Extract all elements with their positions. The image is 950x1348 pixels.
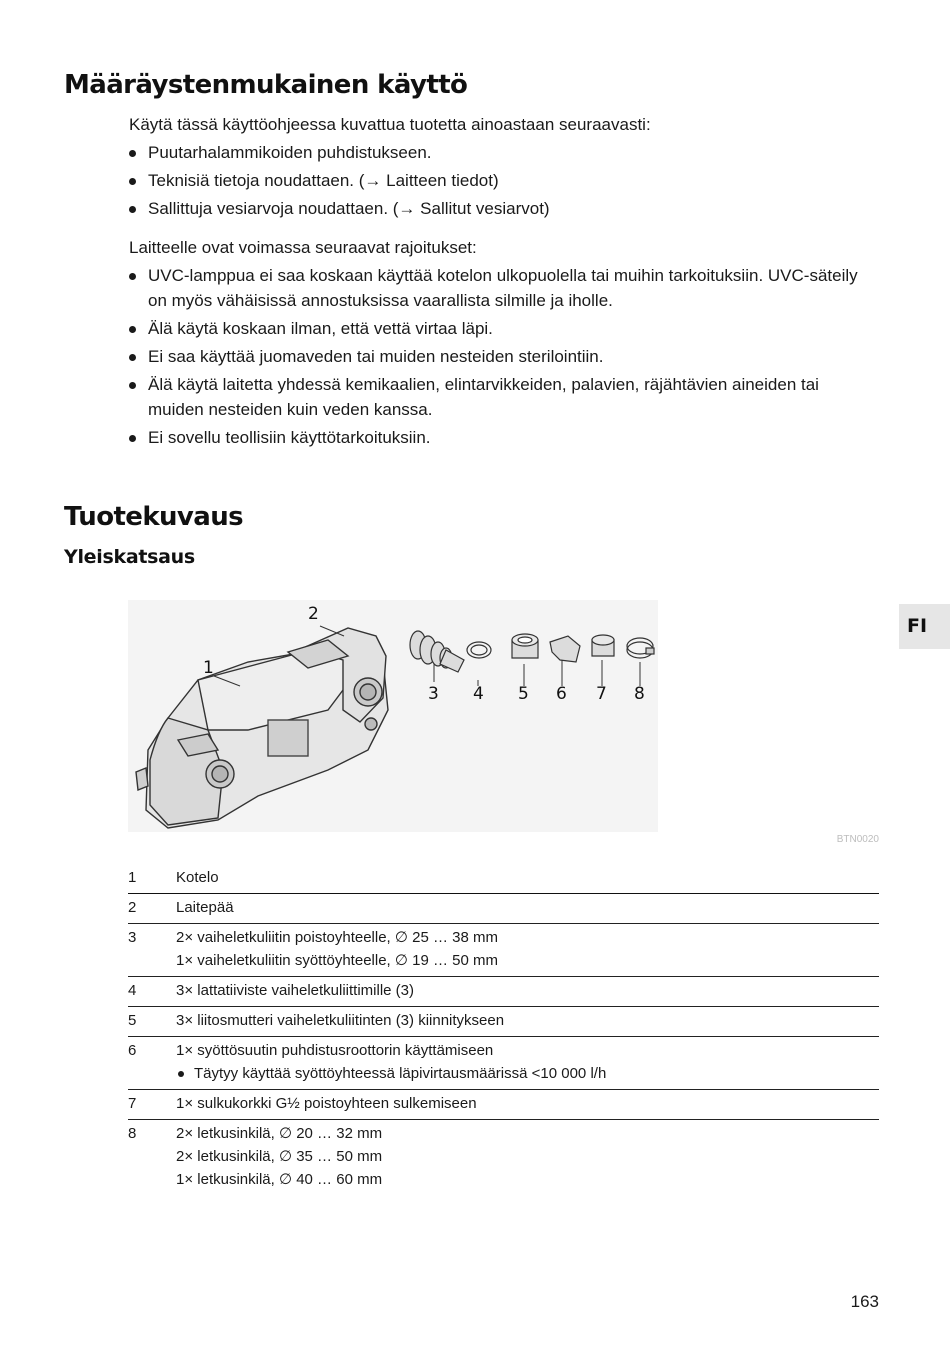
table-row	[128, 864, 879, 894]
part-line: Kotelo	[176, 869, 219, 886]
callout-7: 7	[596, 684, 607, 704]
table-row	[128, 977, 879, 1007]
callout-5: 5	[518, 684, 529, 704]
table-row	[128, 1007, 879, 1037]
part-number: 7	[128, 1095, 137, 1112]
restrictions-list	[129, 263, 879, 450]
table-row	[128, 924, 879, 977]
figure-code: BTN0020	[836, 834, 879, 845]
part-number: 1	[128, 869, 137, 886]
part-description	[176, 1037, 879, 1090]
intended-use-block	[129, 112, 879, 450]
part-note-bullet: Täytyy käyttää syöttöyhteessä läpivirtausmäärissä <10 000 l/h	[176, 1062, 879, 1085]
table-row	[128, 1037, 879, 1090]
part-description	[176, 1007, 879, 1037]
table-row	[128, 1120, 879, 1196]
list-item: Ei saa käyttää juomaveden tai muiden nesteiden sterilointiin.	[129, 344, 879, 369]
page-number: 163	[850, 1292, 879, 1311]
sealing-cap-part	[592, 635, 614, 656]
part-number: 8	[128, 1125, 137, 1142]
table-row	[128, 894, 879, 924]
union-nut-part	[512, 634, 538, 658]
parts-legend-table	[128, 864, 879, 1195]
callout-1: 1	[203, 658, 214, 678]
section-heading-product-description: Tuotekuvaus	[64, 502, 243, 532]
product-figure	[128, 600, 658, 832]
section-heading-intended-use: Määräystenmukainen käyttö	[64, 70, 468, 100]
list-item: Ei sovellu teollisiin käyttötarkoituksiin.	[129, 425, 879, 450]
list-item: Älä käytä laitetta yhdessä kemikaalien, elintarvikkeiden, palavien, räjähtävien aineiden tai muiden nesteiden kuin veden kanssa.	[129, 372, 879, 422]
part-number: 5	[128, 1012, 137, 1029]
part-line: 2× vaiheletkuliitin poistoyhteelle, ∅ 25 … 38 mm	[176, 929, 498, 946]
callout-2: 2	[308, 604, 319, 624]
part-description	[176, 864, 879, 894]
uv-clarifier-illustration	[128, 600, 658, 832]
callout-4: 4	[473, 684, 484, 704]
part-description	[176, 977, 879, 1007]
list-item: Sallittuja vesiarvoja noudattaen. (→ Sallitut vesiarvot)	[129, 196, 879, 221]
part-description	[176, 1090, 879, 1120]
part-number: 6	[128, 1042, 137, 1059]
language-tab: FI	[899, 604, 950, 649]
part-number: 4	[128, 982, 137, 999]
part-line: 1× vaiheletkuliitin syöttöyhteelle, ∅ 19 … 50 mm	[176, 952, 498, 969]
part-number: 3	[128, 929, 137, 946]
callout-8: 8	[634, 684, 645, 704]
part-line: 1× syöttösuutin puhdistusroottorin käyttämiseen	[176, 1042, 494, 1059]
part-line: 3× lattatiiviste vaiheletkuliittimille (3)	[176, 982, 415, 999]
list-item: UVC-lamppua ei saa koskaan käyttää kotelon ulkopuolella tai muihin tarkoituksiin. UVC-säteily on myös vähäisissä annostuksissa vaarallista silmille ja iholle.	[129, 263, 879, 313]
callout-6: 6	[556, 684, 567, 704]
part-line: 2× letkusinkilä, ∅ 35 … 50 mm	[176, 1148, 383, 1165]
restrictions-intro: Laitteelle ovat voimassa seuraavat rajoitukset:	[129, 238, 477, 257]
part-line: 2× letkusinkilä, ∅ 20 … 32 mm	[176, 1125, 383, 1142]
part-line: Laitepää	[176, 899, 234, 916]
part-description	[176, 1120, 879, 1196]
list-item: Älä käytä koskaan ilman, että vettä virtaa läpi.	[129, 316, 879, 341]
list-item: Teknisiä tietoja noudattaen. (→ Laitteen tiedot)	[129, 168, 879, 193]
part-line: 1× letkusinkilä, ∅ 40 … 60 mm	[176, 1171, 383, 1188]
table-row	[128, 1090, 879, 1120]
part-description	[176, 894, 879, 924]
callout-3: 3	[428, 684, 439, 704]
subheading-overview: Yleiskatsaus	[64, 546, 195, 568]
part-line: 1× sulkukorkki G½ poistoyhteen sulkemiseen	[176, 1095, 477, 1112]
part-number: 2	[128, 899, 137, 916]
part-line: 3× liitosmutteri vaiheletkuliitinten (3) kiinnitykseen	[176, 1012, 505, 1029]
uses-list	[129, 140, 879, 221]
list-item: Puutarhalammikoiden puhdistukseen.	[129, 140, 879, 165]
intended-use-intro: Käytä tässä käyttöohjeessa kuvattua tuotetta ainoastaan seuraavasti:	[129, 115, 651, 134]
part-description	[176, 924, 879, 977]
